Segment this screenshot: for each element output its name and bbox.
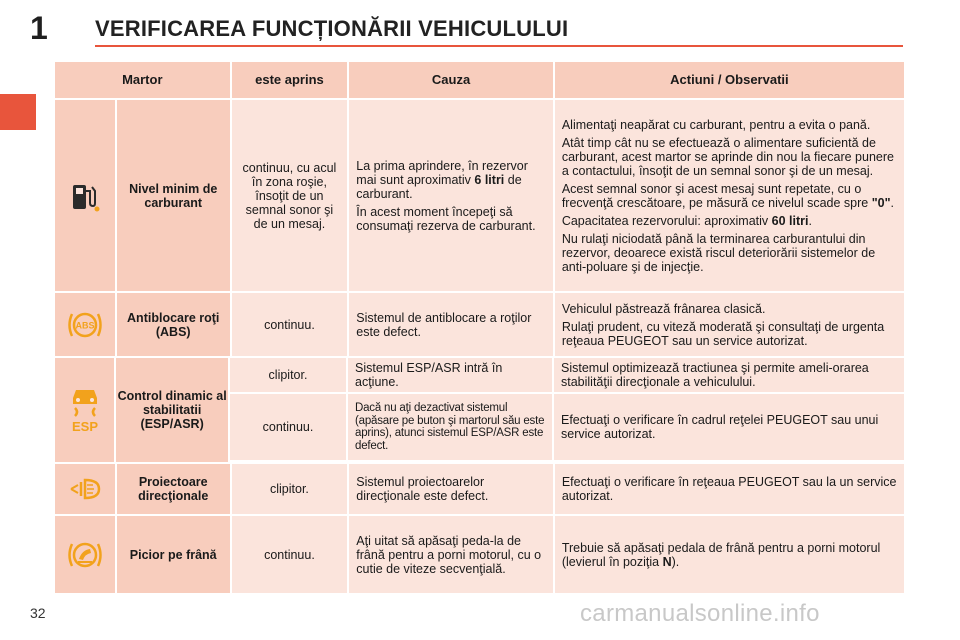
- header-actiuni: Actiuni / Observatii: [555, 62, 904, 98]
- fuel-cause-text: La prima aprindere, în rezervor mai sunt aproximativ: [356, 158, 528, 187]
- header-martor: Martor: [55, 62, 230, 98]
- directional-headlamp-icon: [55, 464, 115, 514]
- brake-pedal-action-gear: N: [662, 554, 672, 569]
- brake-pedal-cause: Aţi uitat să apăsaţi peda-la de frână pentru a porni motorul, cu o cutie de viteze secvenţială.: [349, 516, 553, 593]
- brake-pedal-action-text: Trebuie să apăsaţi pedala de frână pentru a porni motorul (levierul în poziţia: [561, 540, 881, 569]
- abs-cause: Sistemul de antiblocare a roţilor este defect.: [349, 293, 553, 356]
- esp-cause-1: Sistemul ESP/ASR intră în acţiune.: [348, 358, 552, 392]
- brake-pedal-light-name: Picior pe frână: [117, 516, 230, 593]
- svg-text:ABS: ABS: [75, 320, 95, 330]
- page-number: 32: [30, 605, 46, 621]
- fuel-pump-icon: [55, 100, 115, 291]
- abs-warning-icon: [55, 293, 115, 356]
- headlamp-action: Efectuaţi o verificare în reţeaua PEUGEOT sau la un service autorizat.: [555, 464, 904, 514]
- fuel-light-name: Nivel minim de carburant: [117, 100, 230, 291]
- chapter-tab: [0, 94, 36, 130]
- esp-subrow-flashing: [230, 358, 904, 394]
- headlamp-state: clipitor.: [232, 464, 348, 514]
- fuel-action-3: Acest semnal sonor şi acest mesaj sunt repetate, cu o frecvenţă crescătoare, pe măsură ce nivelul scade spre: [561, 181, 872, 210]
- fuel-action-4-capacity: 60 litri: [771, 213, 809, 228]
- fuel-action-3-end: .: [890, 195, 895, 210]
- abs-light-name: Antiblocare roţi (ABS): [117, 293, 230, 356]
- table-row-esp: [55, 358, 904, 464]
- fuel-actions: [555, 100, 904, 291]
- esp-cause-2: Dacă nu aţi dezactivat sistemul (apăsare pe buton şi martorul său este aprins), atunci sistemul ESP/ASR este defect.: [348, 394, 552, 460]
- brake-pedal-action: [555, 516, 904, 593]
- foot-on-brake-icon: [55, 516, 115, 593]
- fuel-state: continuu, cu acul în zona roşie, însoţit de un semnal sonor şi de un mesaj.: [232, 100, 348, 291]
- esp-skid-icon: [55, 358, 114, 462]
- fuel-cause-text-end: de carburant.: [356, 172, 522, 201]
- table-row-fuel: [55, 100, 904, 293]
- fuel-action-3-zero: "0": [871, 195, 891, 210]
- watermark: carmanualsonline.info: [580, 600, 820, 627]
- esp-state-2: continuu.: [230, 394, 346, 460]
- esp-state-1: clipitor.: [230, 358, 346, 392]
- warning-lights-table: [55, 62, 904, 595]
- fuel-action-4: Capacitatea rezervorului: aproximativ: [561, 213, 772, 228]
- header-cauza: Cauza: [349, 62, 553, 98]
- fuel-cause-reserve: În acest moment începeţi să consumaţi rezerva de carburant.: [356, 204, 536, 233]
- brake-pedal-state: continuu.: [232, 516, 348, 593]
- table-row-headlamp: [55, 464, 904, 516]
- abs-actions: [555, 293, 904, 356]
- esp-subrow-steady: [230, 394, 904, 462]
- abs-state: continuu.: [232, 293, 348, 356]
- fuel-cause: [349, 100, 553, 291]
- esp-icon-label: ESP: [71, 419, 98, 434]
- fuel-cause-liters: 6 litri: [474, 172, 505, 187]
- brake-pedal-action-end: ).: [671, 554, 680, 569]
- page-title: VERIFICAREA FUNCȚIONĂRII VEHICULULUI: [95, 16, 569, 41]
- esp-subrows: [230, 358, 904, 464]
- table-row-abs: [55, 293, 904, 358]
- header-este-aprins: este aprins: [232, 62, 348, 98]
- abs-action-2: Rulaţi prudent, cu viteză moderată şi consultaţi de urgenta reţeaua PEUGEOT sau un service autorizat.: [561, 319, 885, 348]
- fuel-action-1: Alimentaţi neapărat cu carburant, pentru a evita o pană.: [561, 117, 871, 132]
- headlamp-light-name: Proiectoare direcţionale: [117, 464, 230, 514]
- esp-light-name: Control dinamic al stabilitatii (ESP/ASR): [116, 358, 228, 462]
- table-row-brake-pedal: [55, 516, 904, 595]
- chapter-number: 1: [30, 10, 48, 46]
- esp-action-1: Sistemul optimizează tractiunea şi permite ameli-orarea stabilităţii direcţionale a vehiculului.: [554, 358, 904, 392]
- fuel-action-2: Atât timp cât nu se efectuează o alimentare suficientă de carburant, acest martor se aprinde din nou la fiecare punere a contactului, însoţit de un semnal sonor şi de un mesaj.: [561, 135, 894, 178]
- abs-action-1: Vehiculul păstrează frânarea clasică.: [561, 301, 766, 316]
- fuel-action-4-end: .: [808, 213, 812, 228]
- title-rule: [95, 45, 903, 47]
- esp-action-2: Efectuaţi o verificare în cadrul reţelei PEUGEOT sau unui service autorizat.: [554, 394, 904, 460]
- fuel-action-5: Nu rulaţi niciodată până la terminarea carburantului din rezervor, deoarece există riscul deteriorării sistemelor de anti-poluare şi de injecţie.: [561, 231, 876, 274]
- headlamp-cause: Sistemul proiectoarelor direcţionale este defect.: [349, 464, 553, 514]
- table-header-row: [55, 62, 904, 100]
